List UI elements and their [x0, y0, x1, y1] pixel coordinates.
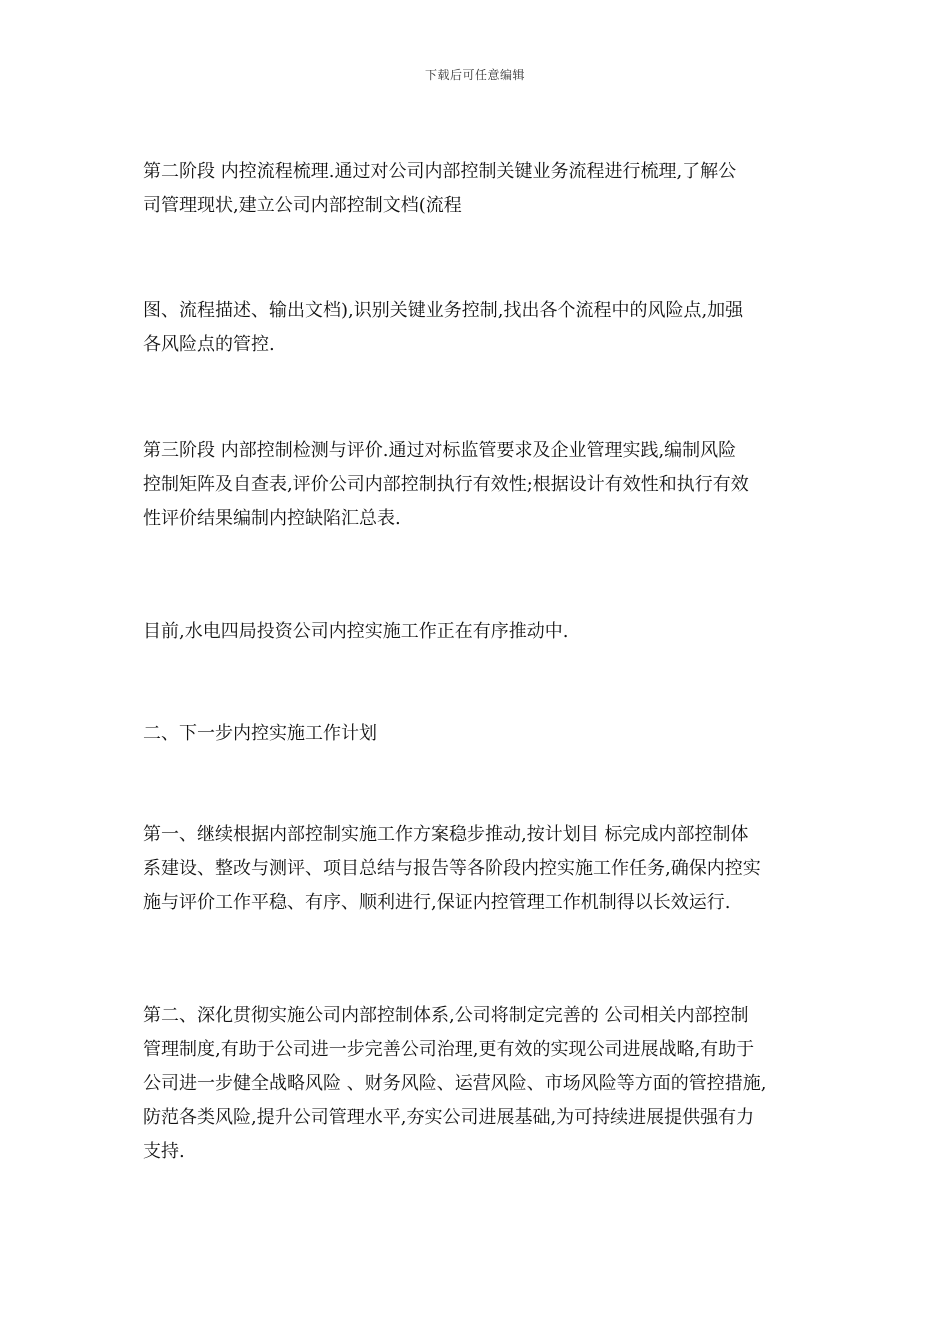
- paragraph-line: 第二阶段 内控流程梳理.通过对公司内部控制关键业务流程进行梳理,了解公: [143, 161, 737, 182]
- paragraph-current-status: [143, 615, 811, 649]
- paragraph-line: 施与评价工作平稳、有序、顺利进行,保证内控管理工作机制得以长效运行.: [143, 892, 731, 913]
- paragraph-line: 控制矩阵及自查表,评价公司内部控制执行有效性;根据设计有效性和执行有效: [143, 474, 749, 495]
- paragraph-plan-second: [143, 999, 811, 1169]
- heading-line: 二、下一步内控实施工作计划: [143, 723, 377, 744]
- paragraph-plan-first: [143, 818, 811, 920]
- paragraph-line: 目前,水电四局投资公司内控实施工作正在有序推动中.: [143, 621, 569, 642]
- paragraph-line: 支持.: [143, 1141, 185, 1162]
- paragraph-line: 公司进一步健全战略风险 、财务风险、运营风险、市场风险等方面的管控措施,: [143, 1073, 767, 1094]
- section-heading-next-plan: [143, 717, 811, 751]
- paragraph-line: 第一、继续根据内部控制实施工作方案稳步推动,按计划目 标完成内部控制体: [143, 824, 749, 845]
- paragraph-stage-two-continued: [143, 294, 811, 362]
- paragraph-line: 图、流程描述、输出文档),识别关键业务控制,找出各个流程中的风险点,加强: [143, 300, 744, 321]
- paragraph-line: 第三阶段 内部控制检测与评价.通过对标监管要求及企业管理实践,编制风险: [143, 440, 737, 461]
- paragraph-stage-three: [143, 434, 811, 536]
- paragraph-line: 性评价结果编制内控缺陷汇总表.: [143, 508, 401, 529]
- paragraph-line: 第二、深化贯彻实施公司内部控制体系,公司将制定完善的 公司相关内部控制: [143, 1005, 749, 1026]
- paragraph-line: 各风险点的管控.: [143, 334, 275, 355]
- page-header-note: 下载后可任意编辑: [424, 68, 525, 82]
- paragraph-line: 管理制度,有助于公司进一步完善公司治理,更有效的实现公司进展战略,有助于: [143, 1039, 755, 1060]
- paragraph-line: 系建设、整改与测评、项目总结与报告等各阶段内控实施工作任务,确保内控实: [143, 858, 761, 879]
- paragraph-line: 防范各类风险,提升公司管理水平,夯实公司进展基础,为可持续进展提供强有力: [143, 1107, 755, 1128]
- paragraph-stage-two: [143, 155, 811, 223]
- paragraph-line: 司管理现状,建立公司内部控制文档(流程: [143, 195, 462, 216]
